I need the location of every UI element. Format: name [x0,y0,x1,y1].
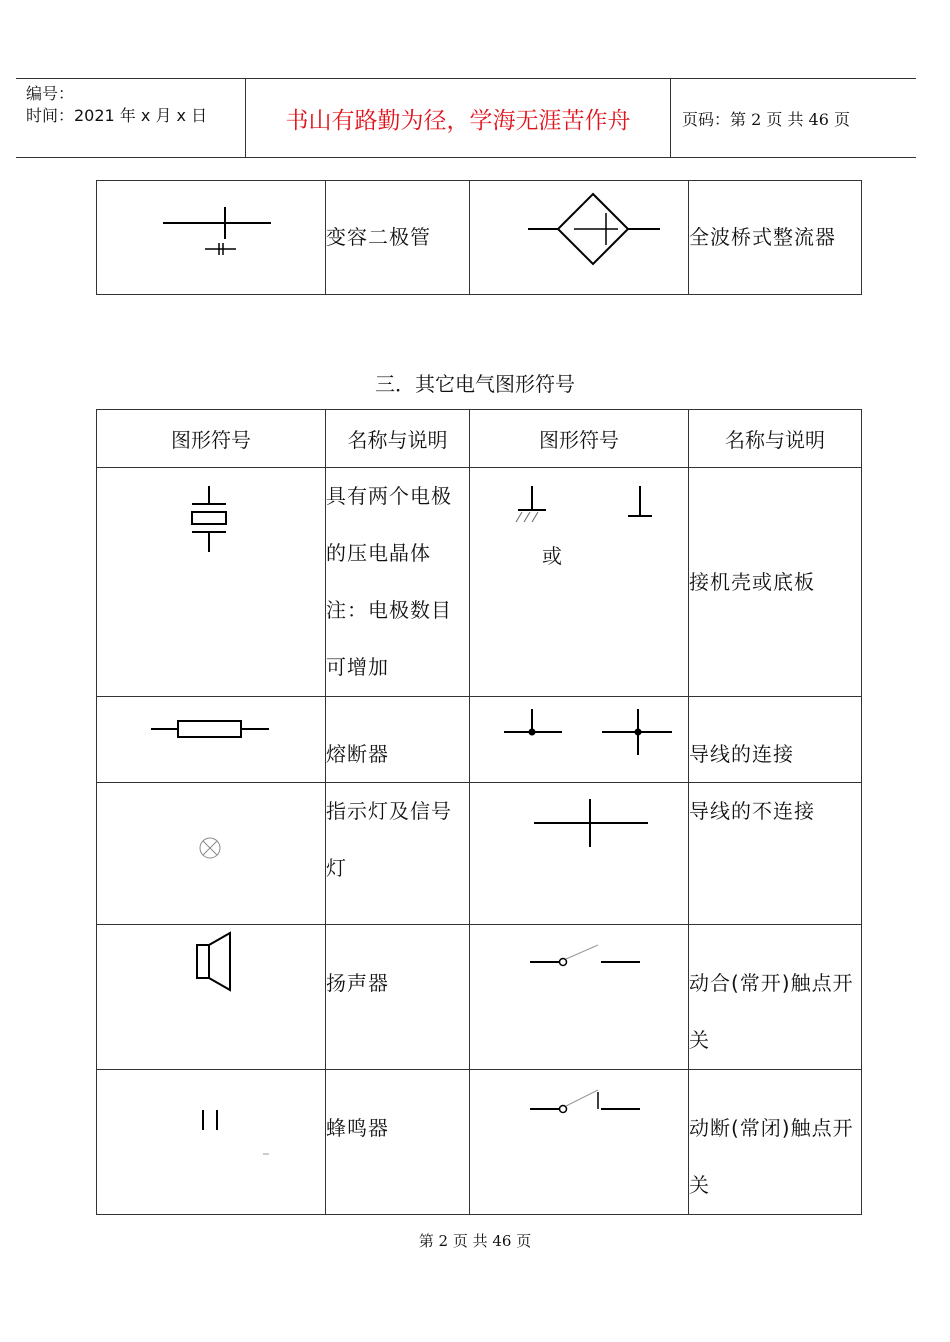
header-divider [670,79,671,157]
time-label: 时间：2021 年 x 月 x 日 [26,106,208,125]
header-motto: 书山有路勤为径，学海无涯苦作舟 [285,107,631,134]
indicator-lamp-symbol [97,783,326,925]
table-row [97,925,862,1070]
symbol-table [96,409,862,1215]
header-meta [26,83,207,127]
table-row [97,181,862,295]
chassis-ground-symbol [470,468,689,697]
wire-connection-name: 导线的连接 [689,697,862,783]
table-row [97,1070,862,1215]
column-header: 名称与说明 [689,410,862,468]
nc-switch-symbol [470,1070,689,1215]
fuse-symbol [97,697,326,783]
table-row [97,697,862,783]
speaker-name: 扬声器 [326,925,470,1070]
piezo-crystal-symbol [97,468,326,697]
number-label: 编号： [26,84,75,103]
buzzer-name: 蜂鸣器 [326,1070,470,1215]
column-header: 名称与说明 [326,410,470,468]
symbol-table-continued [96,180,862,295]
no-switch-name: 动合(常开)触点开关 [689,925,862,1070]
page-footer: 第 2 页 共 46 页 [418,1232,532,1250]
table-header-row [97,410,862,468]
varactor-diode-symbol [97,181,326,295]
nc-switch-name: 动断(常闭)触点开关 [689,1070,862,1215]
wire-connection-symbol [470,697,689,783]
column-header: 图形符号 [97,410,326,468]
fuse-name: 熔断器 [326,697,470,783]
section-title: 三．其它电气图形符号 [375,372,575,396]
page-header [16,78,916,158]
speaker-symbol [97,925,326,1070]
bridge-rectifier-symbol [470,181,689,295]
chassis-ground-name: 接机壳或底板 [689,468,862,697]
or-label: 或 [542,544,562,568]
buzzer-symbol [97,1070,326,1215]
wire-crossing-name: 导线的不连接 [689,783,862,925]
header-page-info: 页码：第 2 页 共 46 页 [682,109,850,129]
table-row [97,783,862,925]
table-row [97,468,862,697]
indicator-lamp-name: 指示灯及信号灯 [326,783,470,925]
bridge-rectifier-name: 全波桥式整流器 [689,181,862,295]
no-switch-symbol [470,925,689,1070]
wire-crossing-symbol [470,783,689,925]
piezo-crystal-name: 具有两个电极的压电晶体注：电极数目可增加 [326,468,470,697]
column-header: 图形符号 [470,410,689,468]
varactor-diode-name: 变容二极管 [326,181,470,295]
